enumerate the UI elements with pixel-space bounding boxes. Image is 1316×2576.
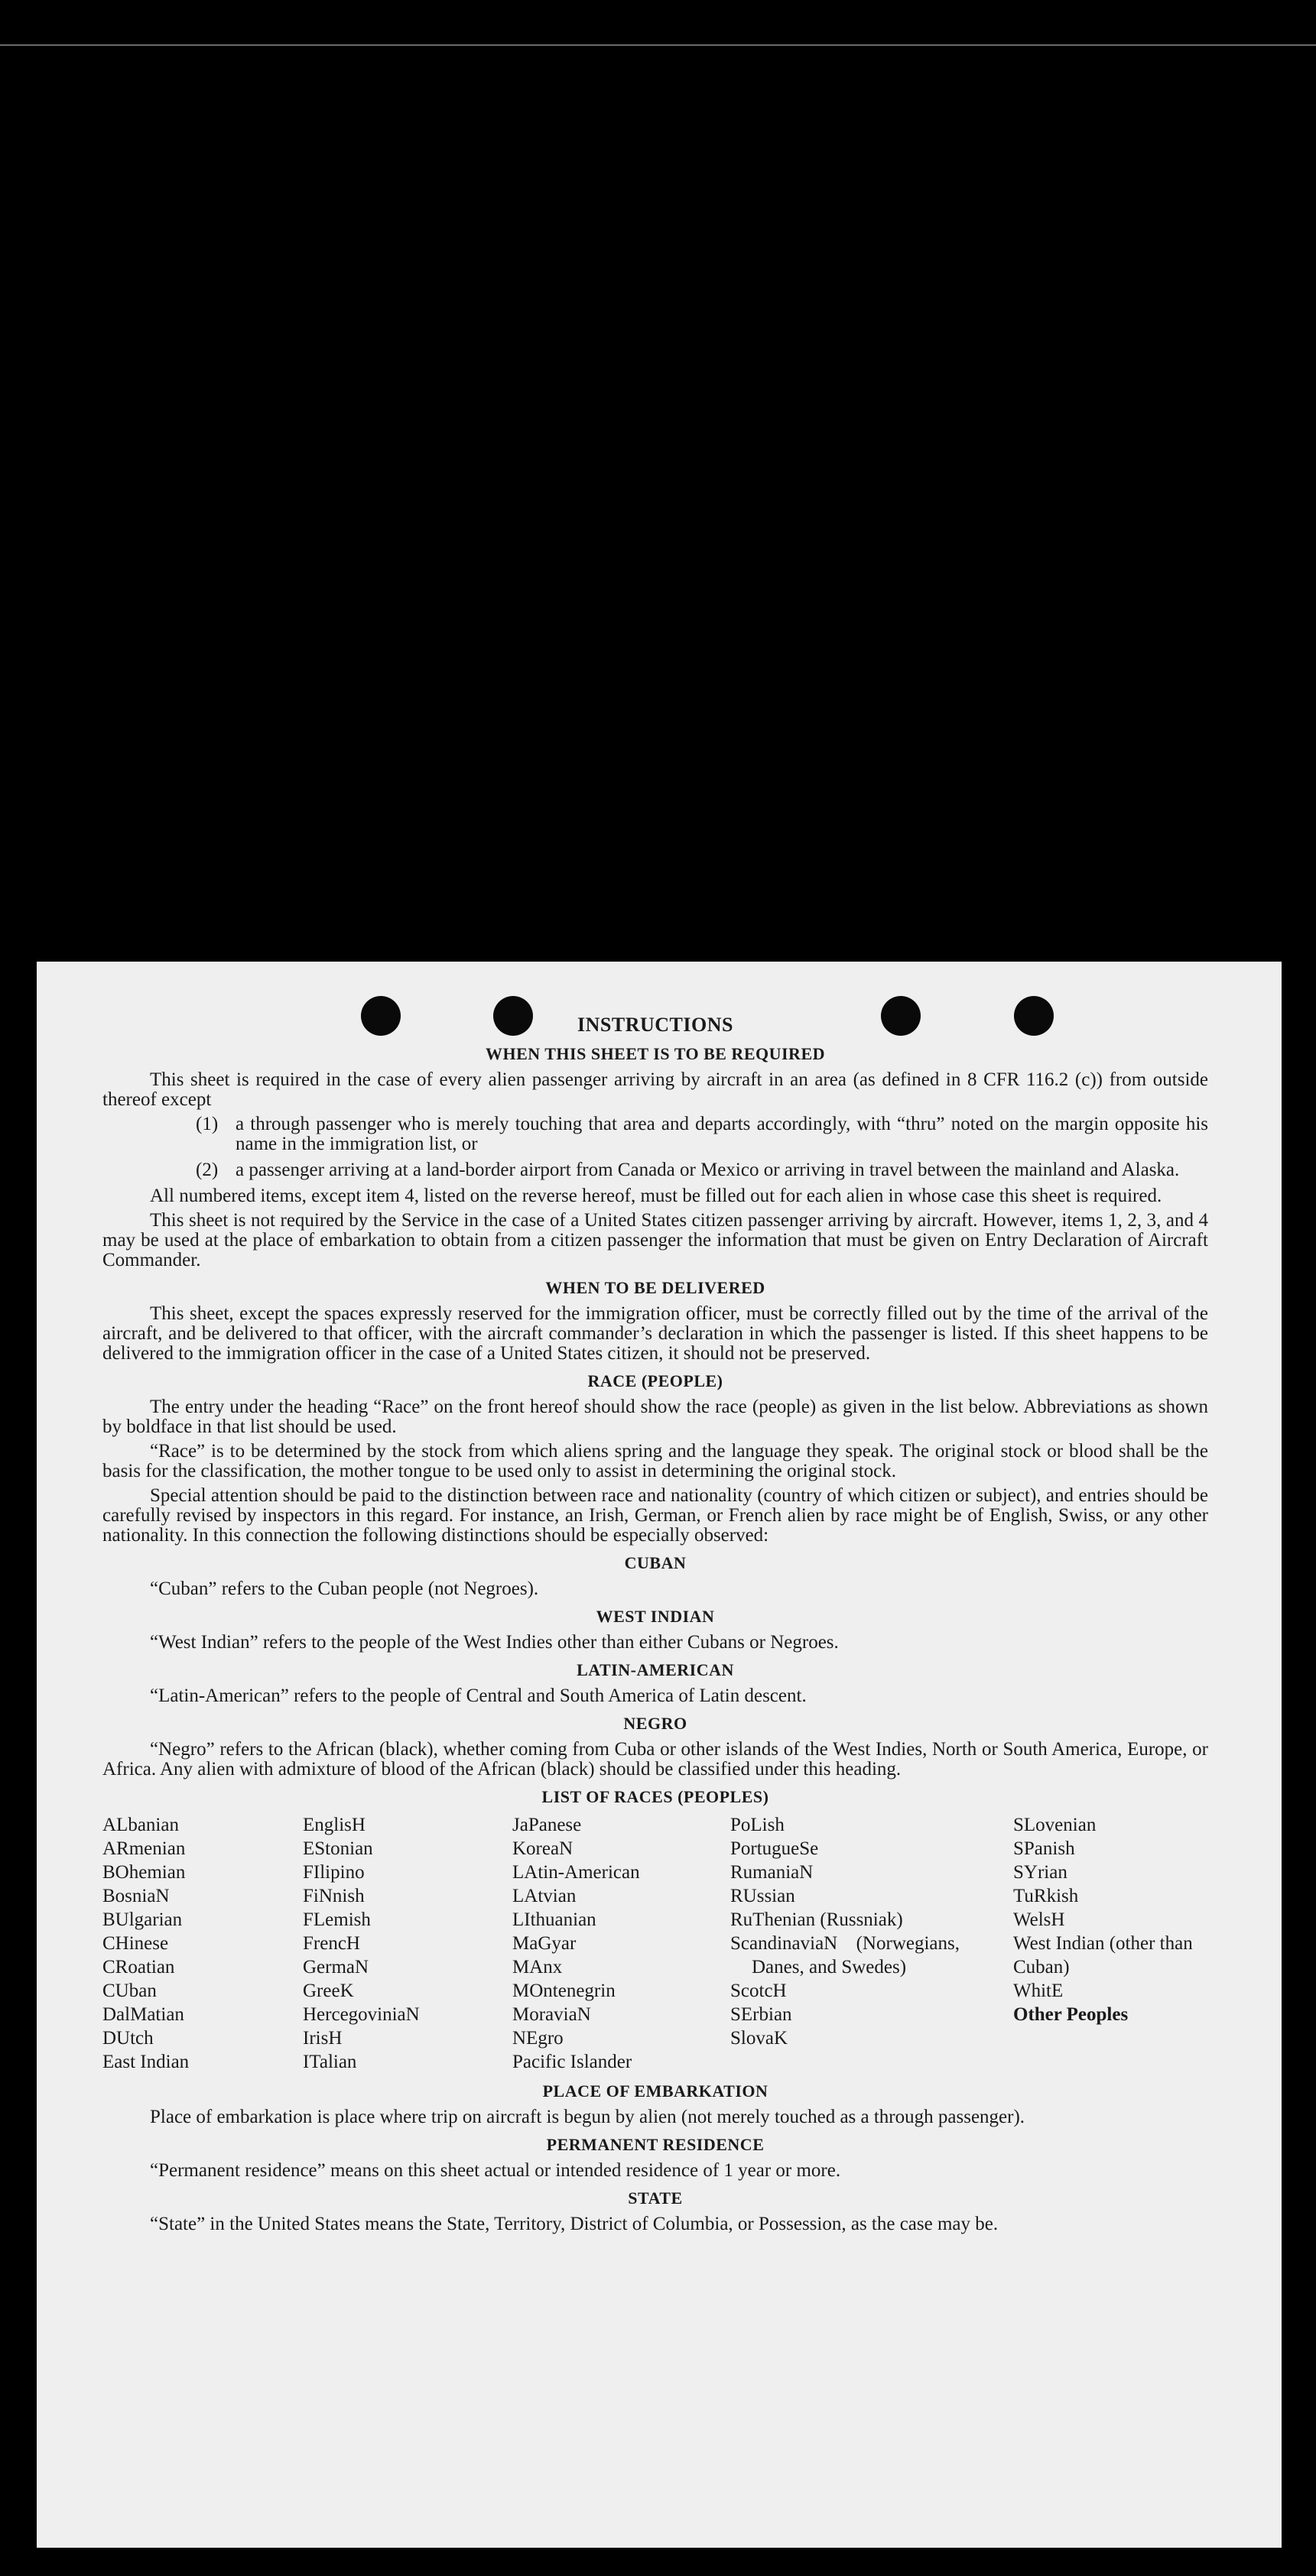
race-column <box>730 1813 960 2074</box>
race-entry: NEgro <box>512 2028 564 2049</box>
race-entry: KoreaN <box>512 1838 574 1859</box>
race-entry: LAtin-American <box>512 1862 640 1883</box>
heading-cuban: CUBAN <box>624 1553 687 1572</box>
heading-permanent-residence: PERMANENT RESIDENCE <box>546 2135 765 2154</box>
race-entry: ARmenian <box>102 1838 186 1859</box>
race-column <box>102 1813 303 2074</box>
heading-latin-american: LATIN-AMERICAN <box>577 1660 734 1679</box>
item-text: a passenger arriving at a land-border airport from Canada or Mexico or arriving in travel between the mainland and Alaska. <box>236 1160 1180 1180</box>
punch-hole <box>1014 996 1054 1036</box>
race-column <box>303 1813 512 2074</box>
heading-embarkation: PLACE OF EMBARKATION <box>542 2081 768 2101</box>
latin-american-definition: “Latin-American” refers to the people of Central and South America of Latin descent. <box>150 1685 807 1706</box>
west-indian-definition: “West Indian” refers to the people of the West Indies other than either Cubans or Negroes. <box>150 1632 839 1653</box>
race-paragraph-3: Special attention should be paid to the distinction between race and nationality (country of which citizen or subject), and entries should be carefully revised by inspectors in this regard. For instance, an Irish, German, or French alien by race might be of English, Swiss, or any other nationality. In this connection the following distinctions should be especially observed: <box>102 1485 1208 1546</box>
race-entry: RuThenian (Russniak) <box>730 1909 903 1930</box>
delivery-paragraph: This sheet, except the spaces expressly reserved for the immigration officer, must be correctly filled out by the time of the arrival of the aircraft, and be delivered to that officer, with the aircraft commander’s declaration in which the passenger is listed. If this sheet happens to be delivered to the immigration officer in the case of a United States citizen, it should not be preserved. <box>102 1303 1208 1364</box>
citizen-paragraph: This sheet is not required by the Service in the case of a United States citizen passenger arriving by aircraft. However, items 1, 2, 3, and 4 may be used at the place of embarkation to obtain from a citizen passenger the information that must be given on Entry Declaration of Aircraft Commander. <box>102 1210 1208 1270</box>
race-entry: BUlgarian <box>102 1909 183 1930</box>
race-entry: RumaniaN <box>730 1862 814 1883</box>
race-entry: GermaN <box>303 1957 369 1977</box>
race-entry: BosniaN <box>102 1886 170 1906</box>
race-entry: GreeK <box>303 1981 354 2001</box>
race-column <box>1013 1813 1214 2074</box>
race-entry: FLemish <box>303 1909 371 1930</box>
heading-state: STATE <box>628 2188 683 2208</box>
numbered-items-paragraph: All numbered items, except item 4, listed on the reverse hereof, must be filled out for each alien in whose case this sheet is required. <box>150 1186 1162 1206</box>
race-list <box>102 1813 1208 2074</box>
heading-race: RACE (PEOPLE) <box>587 1371 723 1390</box>
race-entry: RUssian <box>730 1886 795 1906</box>
race-entry: MOntenegrin <box>512 1981 616 2001</box>
race-entry: ALbanian <box>102 1815 179 1835</box>
heading-when-required: WHEN THIS SHEET IS TO BE REQUIRED <box>485 1044 826 1063</box>
race-entry: DalMatian <box>102 2004 184 2025</box>
race-entry: SYrian <box>1013 1862 1067 1883</box>
punch-hole <box>493 996 533 1036</box>
race-entry: EStonian <box>303 1838 373 1859</box>
race-entry: ITalian <box>303 2052 357 2072</box>
race-entry: JaPanese <box>512 1815 582 1835</box>
race-entry: CUban <box>102 1981 157 2001</box>
item-number: (1) <box>196 1114 219 1134</box>
page-title: INSTRUCTIONS <box>577 1014 733 1036</box>
race-entry: Pacific Islander <box>512 2052 632 2072</box>
heading-list-of-races: LIST OF RACES (PEOPLES) <box>541 1787 769 1806</box>
race-entry: ScotcH <box>730 1981 787 2001</box>
item-number: (2) <box>196 1160 219 1180</box>
race-entry: East Indian <box>102 2052 190 2072</box>
race-entry: SPanish <box>1013 1838 1075 1859</box>
punch-hole <box>361 996 401 1036</box>
instruction-sheet <box>37 962 1282 2548</box>
race-entry: West Indian (other than Cuban) <box>1013 1933 1193 1977</box>
residence-definition: “Permanent residence” means on this sheet actual or intended residence of 1 year or more. <box>150 2160 841 2181</box>
race-entry: WhitE <box>1013 1981 1064 2001</box>
race-entry: IrisH <box>303 2028 343 2049</box>
race-entry: TuRkish <box>1013 1886 1079 1906</box>
heading-negro: NEGRO <box>623 1714 687 1733</box>
race-entry: DUtch <box>102 2028 154 2049</box>
race-entry: SErbian <box>730 2004 792 2025</box>
cuban-definition: “Cuban” refers to the Cuban people (not Negroes). <box>150 1578 539 1599</box>
race-entry: FrencH <box>303 1933 360 1954</box>
race-entry: BOhemian <box>102 1862 186 1883</box>
race-entry: MaGyar <box>512 1933 577 1954</box>
race-paragraph-2: “Race” is to be determined by the stock from which aliens spring and the language they speak. The original stock or blood shall be the basis for the classification, the mother tongue to be used only to assist in determining the original stock. <box>102 1441 1208 1481</box>
state-definition: “State” in the United States means the State, Territory, District of Columbia, or Possession, as the case may be. <box>150 2214 999 2234</box>
race-column <box>512 1813 730 2074</box>
embarkation-definition: Place of embarkation is place where trip on aircraft is begun by alien (not merely touched as a through passenger). <box>150 2107 1025 2127</box>
negro-definition: “Negro” refers to the African (black), whether coming from Cuba or other islands of the West Indies, North or South America, Europe, or Africa. Any alien with admixture of blood of the African (black) should be classified under this heading. <box>102 1739 1208 1780</box>
race-entry: LIthuanian <box>512 1909 596 1930</box>
race-entry: MoraviaN <box>512 2004 591 2025</box>
heading-west-indian: WEST INDIAN <box>596 1607 715 1626</box>
race-entry: EnglisH <box>303 1815 366 1835</box>
item-text: a through passenger who is merely touching that area and departs accordingly, with “thru” noted on the margin opposite his name in the immigration list, or <box>236 1114 1208 1154</box>
heading-when-delivered: WHEN TO BE DELIVERED <box>545 1278 765 1297</box>
race-entry: SlovaK <box>730 2028 788 2049</box>
punch-hole <box>881 996 921 1036</box>
required-intro: This sheet is required in the case of every alien passenger arriving by aircraft in an area (as defined in 8 CFR 116.2 (c)) from outside thereof except <box>102 1069 1208 1110</box>
top-border-line <box>0 44 1316 46</box>
race-entry: PoLish <box>730 1815 785 1835</box>
race-entry: PortugueSe <box>730 1838 819 1859</box>
race-entry: ScandinaviaN (Norwegians, Danes, and Swedes) <box>730 1933 960 1977</box>
race-entry: FiNnish <box>303 1886 365 1906</box>
race-entry: SLovenian <box>1013 1815 1097 1835</box>
exception-item <box>196 1160 1208 1180</box>
race-entry: MAnx <box>512 1957 563 1977</box>
race-entry: FIlipino <box>303 1862 365 1883</box>
race-entry: Other Peoples <box>1013 2004 1129 2025</box>
exception-item <box>196 1114 1208 1154</box>
race-entry: HercegoviniaN <box>303 2004 420 2025</box>
race-entry: CHinese <box>102 1933 169 1954</box>
race-entry: CRoatian <box>102 1957 175 1977</box>
race-entry: WelsH <box>1013 1909 1065 1930</box>
race-entry: LAtvian <box>512 1886 577 1906</box>
race-paragraph-1: The entry under the heading “Race” on the front hereof should show the race (people) as given in the list below. Abbreviations as shown by boldface in that list should be used. <box>102 1397 1208 1437</box>
